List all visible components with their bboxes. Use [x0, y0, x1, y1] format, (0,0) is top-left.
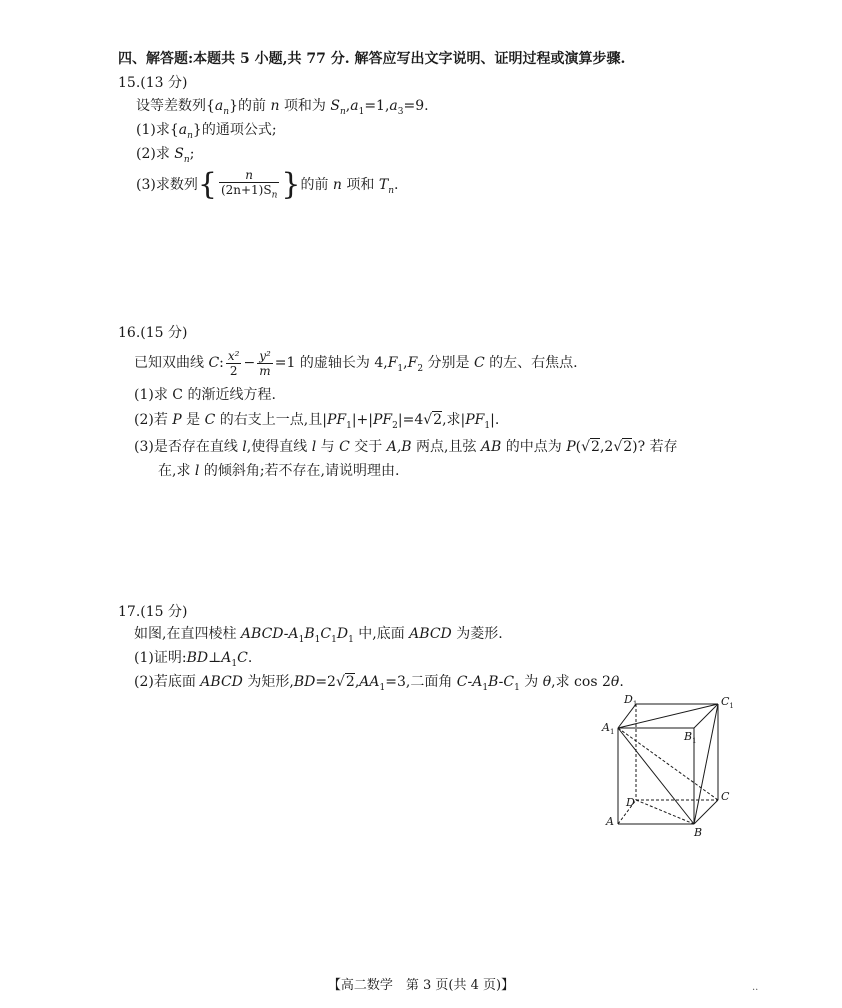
label-c1: $C_1$: [721, 695, 734, 710]
q16-stem: 已知双曲线 C: $\frac{\text{x²}}{2}$ − $\frac{\text{y²}}{m}$ =1 的虚轴长为 $4,F_1,F_2$ 分别是 C 的左、右焦点.: [134, 348, 578, 378]
segment-a1c: [618, 728, 718, 800]
label-b: B: [694, 826, 703, 839]
segment-db: [636, 800, 694, 824]
q17-header: 17.(15 分): [118, 604, 188, 620]
label-b1: $B_1$: [684, 730, 697, 745]
corner-mark: ..: [752, 982, 759, 993]
q16-part1: (1)求 C 的渐近线方程.: [134, 387, 276, 403]
q16-part2: (2)若 P 是 C 的右支上一点,且$|PF_1|+|PF_2|=4√2$,求$|PF_1|$.: [134, 412, 500, 431]
q15-stem: 设等差数列$\{a_n\}$的前 n 项和为 $S_n,a_1=1,a_3=9$.: [136, 98, 429, 117]
q16-part3-cont: 在,求 l 的倾斜角;若不存在,请说明理由.: [158, 463, 400, 479]
label-a1: $A_1$: [602, 721, 615, 736]
section-heading: 四、解答题:本题共 5 小题,共 77 分. 解答应写出文字说明、证明过程或演算步骤.: [118, 51, 626, 67]
label-c: C: [721, 790, 730, 803]
q15-part2: (2)求 $S_n$;: [136, 146, 195, 165]
label-a: A: [606, 815, 614, 828]
q15-header: 15.(13 分): [118, 75, 188, 91]
q15-fraction: $\frac{n}{(2n+1)S_n}$: [220, 168, 278, 201]
q16-part3: (3)是否存在直线 l,使得直线 l 与 C 交于 A,B 两点,且弦 AB 的中点为 P(√2,2√2)? 若存: [134, 439, 678, 455]
q16-header: 16.(15 分): [118, 325, 188, 341]
q17-part1: (1)证明$:BD\perp A_1C$.: [134, 650, 253, 669]
page-footer: 【高二数学 第 3 页(共 4 页)】: [327, 978, 515, 993]
segment-a1b: [618, 728, 694, 824]
segment-bc1: [694, 704, 718, 824]
label-d: D: [626, 796, 635, 809]
label-d1: $D_1$: [624, 693, 638, 708]
q15-part3: (3)求数列{ $\frac{n}{(2n+1)S_n}$ }的前 n 项和 $T_n$.: [136, 167, 399, 203]
q15-part1: (1)求$\{a_n\}$的通项公式;: [136, 122, 277, 141]
prism-figure: [596, 694, 746, 844]
prism-diagram: [596, 694, 746, 844]
q17-part2: (2)若底面 ABCD 为矩形$,BD=2√2,AA_1=3$,二面角 $C-A_1B-C_1$ 为 θ,求 cos 2θ.: [134, 674, 624, 693]
q17-stem: 如图,在直四棱柱 ABCD-$A_1B_1C_1D_1$ 中,底面 ABCD 为菱形.: [134, 626, 503, 645]
